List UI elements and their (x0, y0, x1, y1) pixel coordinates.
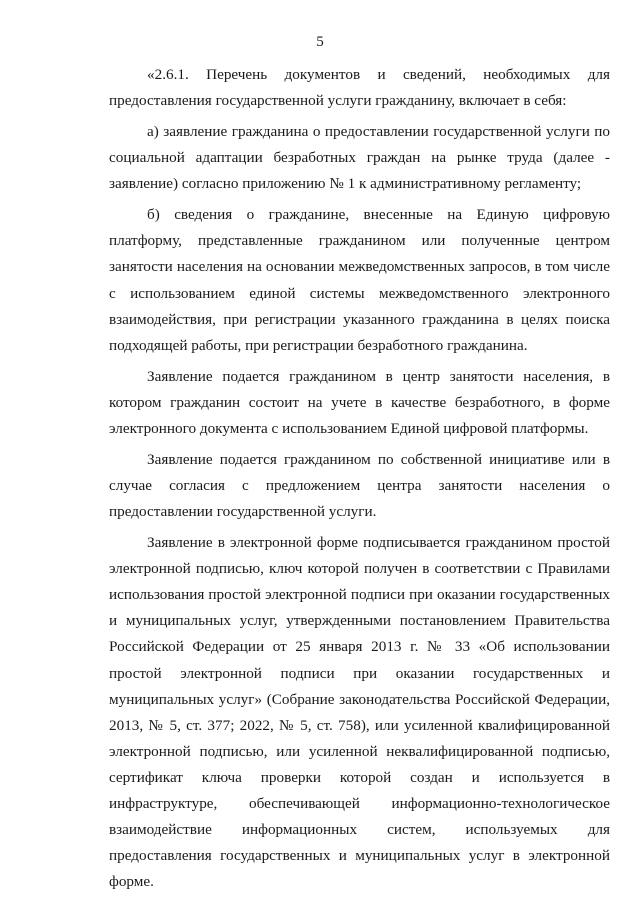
page-number: 5 (316, 34, 324, 50)
paragraph-initiative: Заявление подается гражданином по собственной инициативе или в случае согласия с предложением центра занятости населения о предоставлении государственной услуги. (109, 450, 610, 521)
paragraph-intro: «2.6.1. Перечень документов и сведений, необходимых для предоставления государственной услуги гражданину, включает в себя: (109, 66, 610, 110)
paragraph-signature: Заявление в электронной форме подписывается гражданином простой электронной подписью, ключ которой получен в соответствии с Правилами использования простой электронной подписи при оказании государственных и муниципальных услуг, утвержденными постановлением Правительства Российской Федерации от 25 января 2013 г. № 33 «Об использовании простой электронной подписи при оказании государственных и муниципальных услуг» (Собрание законодательства Российской Федерации, 2013, № 5, ст. 377; 2022, № 5, ст. 758), или усиленной квалифицированной электронной подписью, или усиленной неквалифицированной подписью, сертификат ключа проверки которой создан и используется в инфраструктуре, обеспечивающей информационно-технологическое взаимодействие информационных систем, используемых для предоставления государственных и муниципальных услуг в электронной форме. (109, 534, 610, 891)
document-body (109, 62, 610, 900)
paragraph-item-a: а) заявление гражданина о предоставлении государственной услуги по социальной адаптации безработных граждан на рынке труда (далее - заявление) согласно приложению № 1 к административному регламенту; (109, 123, 610, 193)
paragraph-item-b: б) сведения о гражданине, внесенные на Единую цифровую платформу, представленные гражданином или полученные центром занятости населения на основании межведомственных запросов, в том числе с использованием единой системы межведомственного электронного взаимодействия, при регистрации указанного гражданина в целях поиска подходящей работы, при регистрации безработного гражданина. (109, 206, 610, 354)
paragraph-submission: Заявление подается гражданином в центр занятости населения, в котором гражданин состоит на учете в качестве безработного, в форме электронного документа с использованием Единой цифровой платформы. (109, 367, 610, 437)
